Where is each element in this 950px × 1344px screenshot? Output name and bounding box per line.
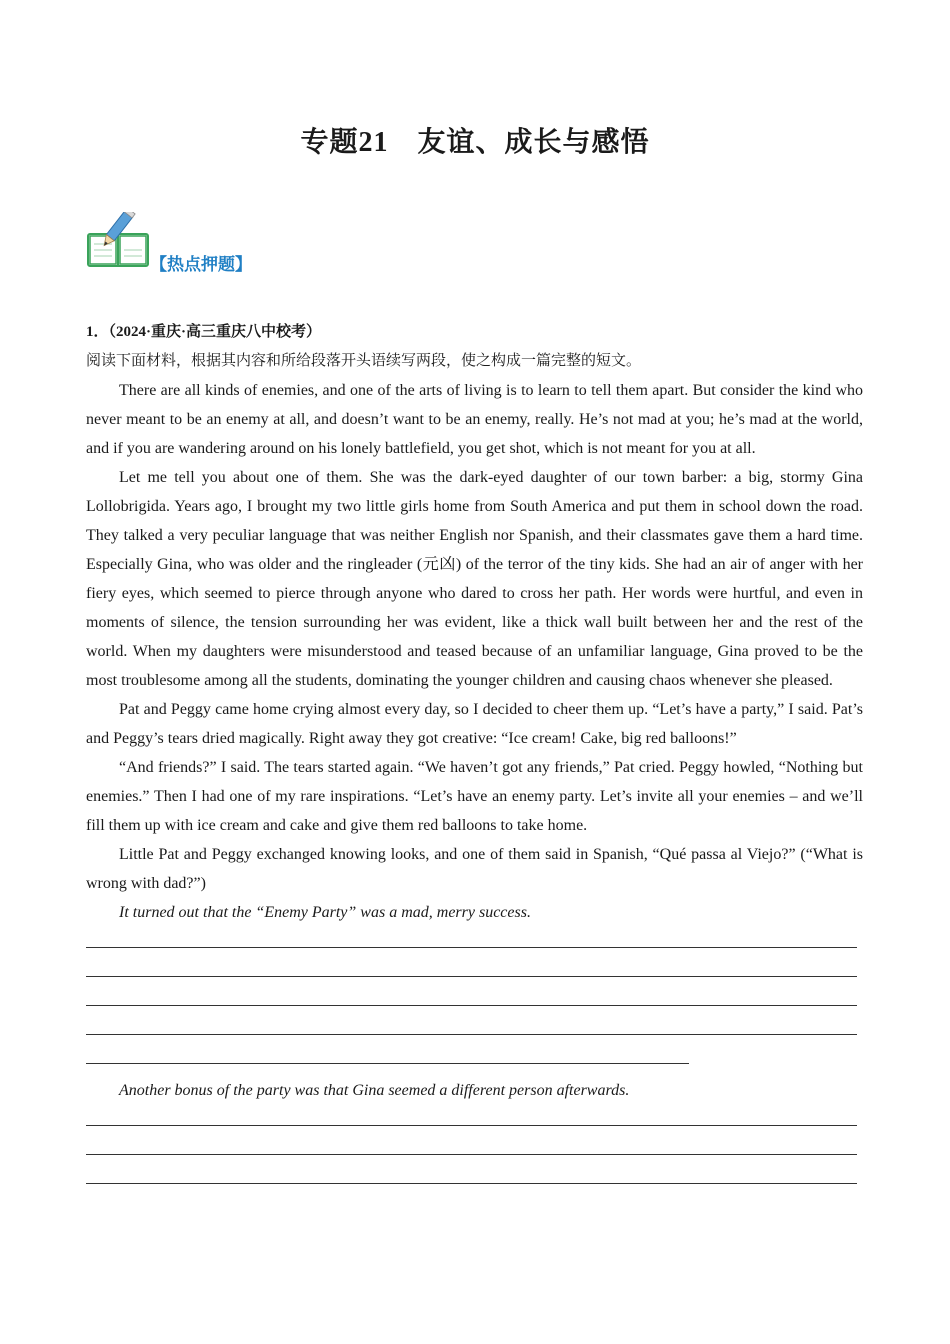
answer-line[interactable] <box>86 985 863 1014</box>
passage-paragraph: Let me tell you about one of them. She was the dark-eyed daughter of our town barber: a big, stormy Gina Lollobrigida. Years ago, I brought my two little girls home from South America and put them in school down the road. They talked a very peculiar language that was neither English nor Spanish, and their classmates gave them a hard time. Especially Gina, who was older and the ringleader (元凶) of the terror of the tiny kids. She had an air of anger with her fiery eyes, which seemed to pierce through anyone who dared to cross her path. Her words were hurtful, and even in moments of silence, the tension surrounding her was evident, like a thick wall built between her and the rest of the world. When my daughters were misunderstood and teased because of an unfamiliar language, Gina proved to be the most troublesome among all the students, dominating the younger children and causing chaos whenever she pleased. <box>86 469 863 689</box>
passage-paragraph: Little Pat and Peggy exchanged knowing looks, and one of them said in Spanish, “Qué passa al Viejo?” (“What is wrong with dad?”) <box>86 846 863 892</box>
answer-line[interactable] <box>86 1163 863 1192</box>
passage-paragraph: “And friends?” I said. The tears started again. “We haven’t got any friends,” Pat cried. Peggy howled, “Nothing but enemies.” Then I had one of my rare inspirations. “Let’s have an enemy party. Let’s invite all your enemies – and we’ll fill them up with ice cream and cake and give them red balloons to take home. <box>86 759 863 834</box>
book-pencil-icon <box>86 212 150 270</box>
answer-line[interactable] <box>86 1043 863 1072</box>
continuation-prompt-1: It turned out that the “Enemy Party” was a mad, merry success. <box>119 904 531 921</box>
passage-paragraph: There are all kinds of enemies, and one of the arts of living is to learn to tell them apart. But consider the kind who never meant to be an enemy at all, and doesn’t want to be an enemy, really. He’s not mad at you; he’s mad at the world, and if you are wandering around on his lonely battlefield, you get shot, which is not meant for you at all. <box>86 382 863 457</box>
passage-paragraph: Pat and Peggy came home crying almost every day, so I decided to cheer them up. “Let’s have a party,” I said. Pat’s and Peggy’s tears dried magically. Right away they got creative: “Ice cream! Cake, big red balloons!” <box>86 701 863 747</box>
section-label: 【热点押题】 <box>150 255 252 275</box>
answer-line[interactable] <box>86 927 863 956</box>
answer-line[interactable] <box>86 1105 863 1134</box>
answer-line[interactable] <box>86 1014 863 1043</box>
page-title: 专题21 友谊、成长与感悟 <box>300 127 650 158</box>
question-body <box>86 318 863 1192</box>
answer-lines-1 <box>86 927 863 1072</box>
continuation-prompt-2: Another bonus of the party was that Gina seemed a different person afterwards. <box>119 1082 630 1099</box>
answer-line[interactable] <box>86 1134 863 1163</box>
question-instruction: 阅读下面材料，根据其内容和所给段落开头语续写两段，使之构成一篇完整的短文。 <box>86 353 642 369</box>
answer-lines-2 <box>86 1105 863 1192</box>
question-number-source: 1．（2024·重庆·高三重庆八中校考） <box>86 324 322 340</box>
answer-line[interactable] <box>86 956 863 985</box>
